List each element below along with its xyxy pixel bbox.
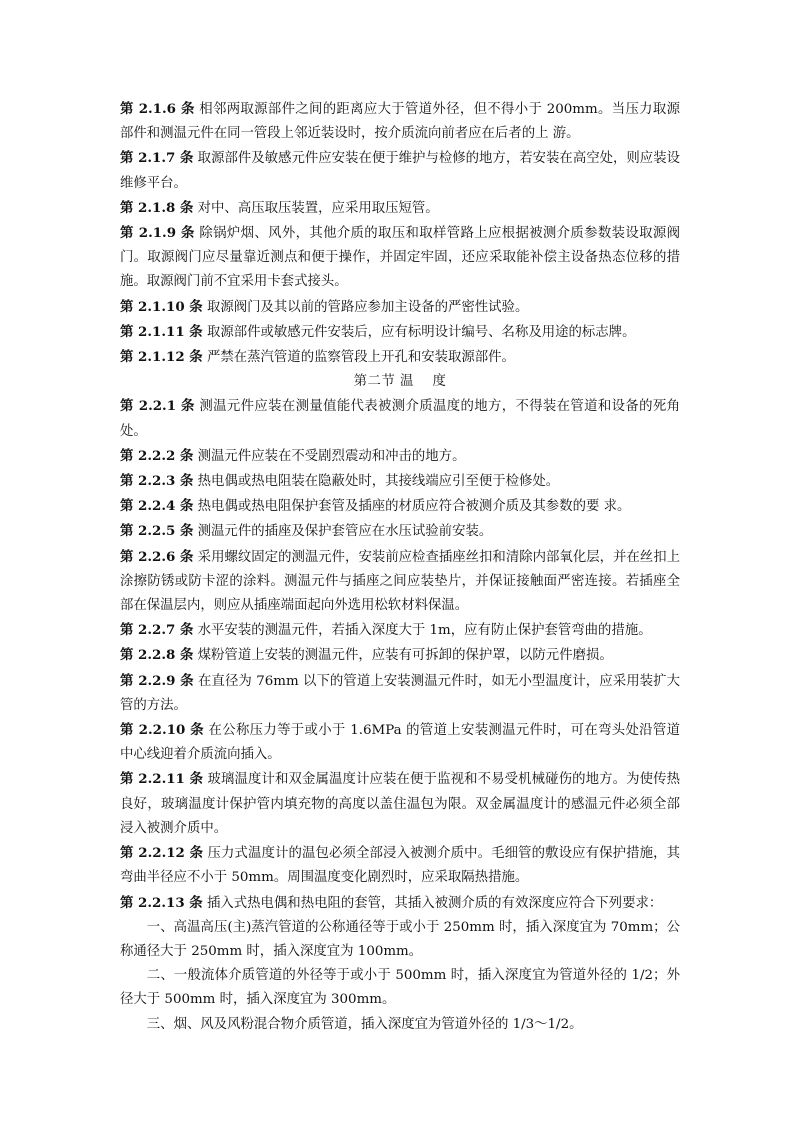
clause-text: 取源阀门及其以前的管路应参加主设备的严密性试验。 — [202, 299, 529, 315]
document-body — [120, 97, 680, 1037]
clause — [120, 519, 680, 544]
clause-number: 第 2.2.5 条 — [120, 523, 194, 540]
clause-number: 第 2.2.7 条 — [120, 622, 194, 639]
clause-text: 插入式热电偶和热电阻的套管，其插入被测介质的有效深度应符合下列要求： — [202, 895, 663, 911]
clause — [120, 295, 680, 320]
list-item: 一、高温高压(主)蒸汽管道的公称通径等于或小于 250mm 时，插入深度宜为 70mm；公称通径大于 250mm 时，插入深度宜为 100mm。 — [120, 919, 680, 959]
clause-number: 第 2.2.13 条 — [120, 894, 203, 911]
clause — [120, 891, 680, 916]
clause-number: 第 2.1.12 条 — [120, 349, 203, 366]
clause — [120, 643, 680, 668]
clause-number: 第 2.1.8 条 — [120, 199, 194, 216]
clause-text: 取源部件及敏感元件应安装在便于维护与检修的地方，若安装在高空处，则应装设维修平台。 — [120, 151, 680, 191]
clause-text: 对中、高压取压装置，应采用取压短管。 — [193, 200, 439, 216]
clause — [120, 146, 680, 195]
clause-text: 热电偶或热电阻保护套管及插座的材质应符合被测介质及其参数的要 求。 — [193, 499, 631, 515]
clause-text: 压力式温度计的温包必须全部浸入被测介质中。毛细管的敷设应有保护措施，其弯曲半径应不小于 50mm。周围温度变化剧烈时，应采取隔热措施。 — [120, 846, 680, 886]
clause-text: 严禁在蒸汽管道的监察管段上开孔和安装取源部件。 — [202, 350, 515, 366]
clause-number: 第 2.2.12 条 — [120, 845, 204, 862]
clause — [120, 545, 680, 619]
clause-text: 玻璃温度计和双金属温度计应装在便于监视和不易受机械碰伤的地方。为使传热良好，玻璃温度计保护管内填充物的高度以盖住温包为限。双金属温度计的感温元件必须全部浸入被测介质中。 — [120, 772, 680, 836]
clause-number: 第 2.1.7 条 — [120, 150, 194, 167]
clause-number: 第 2.1.10 条 — [120, 298, 203, 315]
clause-number: 第 2.2.2 条 — [120, 447, 194, 464]
clause — [120, 669, 680, 718]
clause-text: 相邻两取源部件之间的距离应大于管道外径，但不得小于 200mm。当压力取源部件和测温元件在同一管段上邻近装设时，按介质流向前者应在后者的上 游。 — [120, 102, 680, 142]
clause-number: 第 2.2.6 条 — [120, 548, 194, 565]
clause-text: 在直径为 76mm 以下的管道上安装测温元件时，如无小型温度计，应采用装扩大管的方法。 — [120, 673, 680, 713]
clause — [120, 469, 680, 494]
clause — [120, 320, 680, 345]
clause-text: 在公称压力等于或小于 1.6MPa 的管道上安装测温元件时，可在弯头处沿管道中心线迎着介质流向插入。 — [120, 723, 680, 763]
clause-number: 第 2.2.3 条 — [120, 473, 194, 490]
clause — [120, 767, 680, 841]
clause-number: 第 2.1.9 条 — [120, 225, 195, 242]
clause — [120, 221, 680, 295]
clauses-2-1 — [120, 97, 680, 370]
clause — [120, 394, 680, 443]
clause-text: 测温元件的插座及保护套管应在水压试验前安装。 — [193, 524, 493, 540]
clause — [120, 841, 680, 890]
clause-number: 第 2.1.11 条 — [120, 323, 203, 340]
clause-text: 测温元件应装在测量值能代表被测介质温度的地方，不得装在管道和设备的死角处。 — [120, 399, 680, 439]
depth-requirements-list — [120, 916, 680, 1037]
list-item: 三、烟、风及风粉混合物介质管道，插入深度宜为管道外径的 1/3～1/2。 — [146, 1016, 583, 1032]
clause-number: 第 2.2.10 条 — [120, 722, 204, 739]
clause — [120, 345, 680, 370]
clause-text: 取源部件或敏感元件安装后，应有标明设计编号、名称及用途的标志牌。 — [202, 324, 636, 340]
clause-text: 测温元件应装在不受剧烈震动和冲击的地方。 — [193, 448, 466, 464]
clause-number: 第 2.2.8 条 — [120, 647, 194, 664]
section-title: 第二节 温 度 — [353, 374, 447, 390]
list-item: 二、一般流体介质管道的外径等于或小于 500mm 时，插入深度宜为管道外径的 1/2；外径大于 500mm 时，插入深度宜为 300mm。 — [120, 968, 680, 1008]
clause — [120, 444, 680, 469]
clause-number: 第 2.2.11 条 — [120, 771, 204, 788]
clause — [120, 494, 680, 519]
clause — [120, 97, 680, 146]
clause-number: 第 2.2.9 条 — [120, 672, 194, 689]
clause-text: 水平安装的测温元件，若插入深度大于 1m，应有防止保护套管弯曲的措施。 — [193, 623, 652, 639]
clause-number: 第 2.1.6 条 — [120, 101, 195, 117]
clause — [120, 718, 680, 767]
clause — [120, 196, 680, 221]
clauses-2-2 — [120, 394, 680, 915]
clause-text: 煤粉管道上安装的测温元件，应装有可拆卸的保护罩，以防元件磨损。 — [193, 648, 613, 664]
clause — [120, 618, 680, 643]
clause-number: 第 2.2.1 条 — [120, 398, 195, 415]
clause-text: 除锅炉烟、风外，其他介质的取压和取样管路上应根据被测介质参数装设取源阀门。取源阀门应尽量靠近测点和便于操作，并固定牢固，还应采取能补偿主设备热态位移的措施。取源阀门前不宜采用卡套式接头。 — [120, 226, 680, 290]
clause-number: 第 2.2.4 条 — [120, 498, 194, 515]
clause-text: 采用螺纹固定的测温元件，安装前应检查插座丝扣和清除内部氧化层，并在丝扣上涂擦防锈或防卡涩的涂料。测温元件与插座之间应装垫片，并保证接触面严密连接。若插座全部在保温层内，则应从插座端面起向外选用松软材料保温。 — [120, 549, 680, 614]
clause-text: 热电偶或热电阻装在隐蔽处时，其接线端应引至便于检修处。 — [193, 474, 560, 490]
